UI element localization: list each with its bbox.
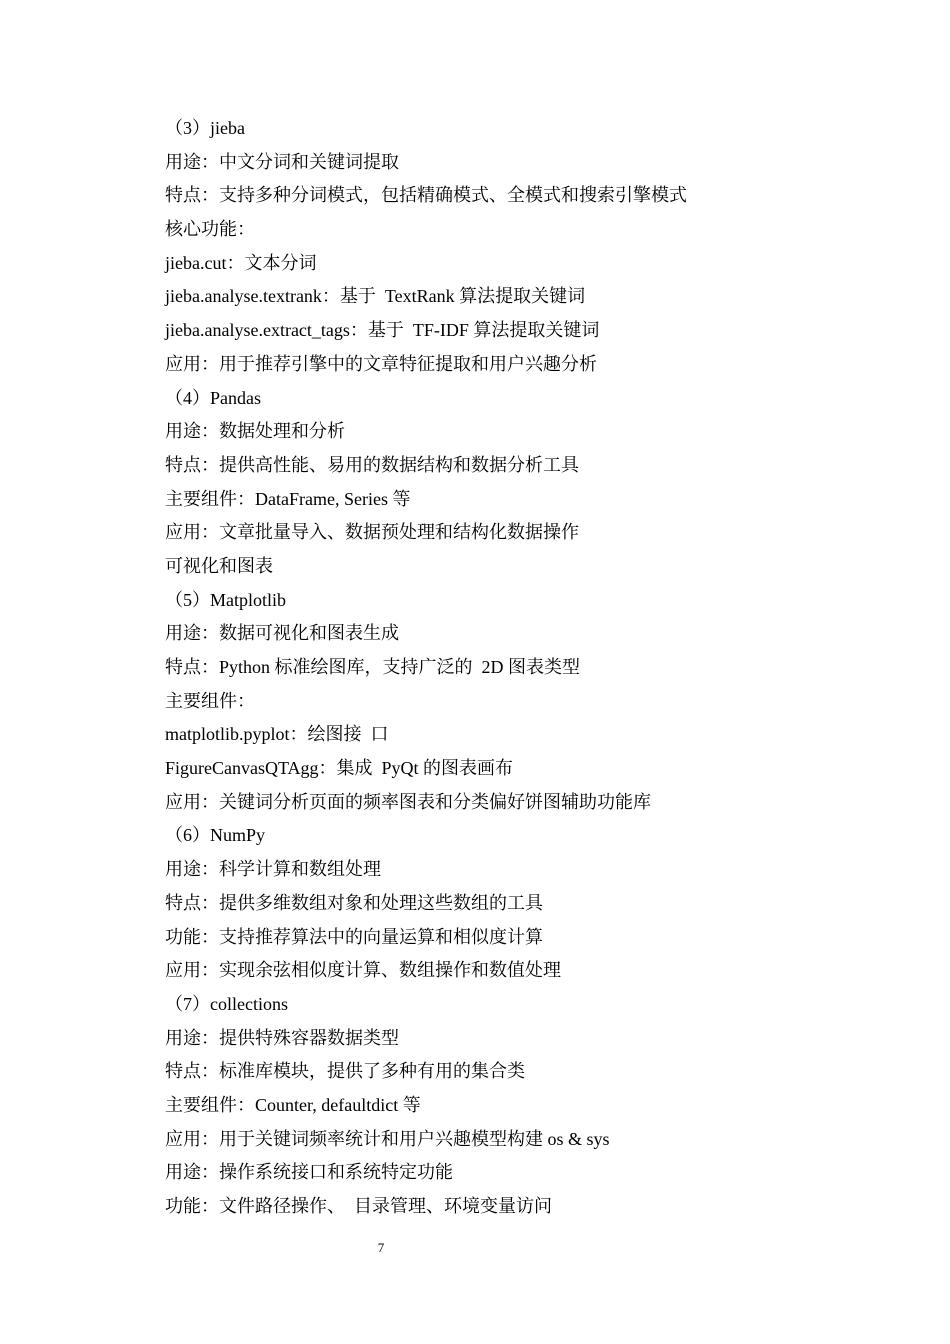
section-heading-numpy: （6）NumPy bbox=[165, 825, 266, 846]
text-line: 特点：支持多种分词模式，包括精确模式、全模式和搜索引擎模式 bbox=[165, 185, 687, 206]
section-heading-matplotlib: （5）Matplotlib bbox=[165, 589, 286, 610]
text-line: 用途：提供特殊容器数据类型 bbox=[165, 1027, 399, 1048]
text-line: 核心功能： bbox=[165, 219, 255, 240]
text-line: 特点：提供多维数组对象和处理这些数组的工具 bbox=[165, 892, 543, 913]
text-line: 用途：数据处理和分析 bbox=[165, 421, 345, 442]
section-heading-jieba: （3）jieba bbox=[165, 118, 245, 138]
text-line: 应用：实现余弦相似度计算、数组操作和数值处理 bbox=[165, 960, 561, 981]
section-heading-pandas: （4）Pandas bbox=[165, 387, 261, 408]
text-line: 可视化和图表 bbox=[165, 555, 273, 576]
text-line: 主要组件：Counter, defaultdict 等 bbox=[165, 1094, 421, 1115]
text-line: 应用：文章批量导入、数据预处理和结构化数据操作 bbox=[165, 522, 579, 543]
page-number: 7 bbox=[377, 1240, 385, 1255]
text-line: 特点：标准库模块，提供了多种有用的集合类 bbox=[165, 1061, 525, 1082]
text-line: 用途：科学计算和数组处理 bbox=[165, 859, 381, 880]
text-line: 特点：Python 标准绘图库，支持广泛的 2D 图表类型 bbox=[165, 657, 581, 677]
text-line: 功能：文件路径操作、 目录管理、环境变量访问 bbox=[165, 1196, 552, 1216]
text-line: 主要组件：DataFrame, Series 等 bbox=[165, 488, 411, 509]
text-line: jieba.analyse.textrank：基于 TextRank 算法提取关键词 bbox=[165, 286, 586, 307]
text-line: jieba.analyse.extract_tags：基于 TF-IDF 算法提取关键词 bbox=[165, 320, 600, 341]
text-line: jieba.cut：文本分词 bbox=[165, 252, 317, 273]
text-line: 应用：关键词分析页面的频率图表和分类偏好饼图辅助功能库 bbox=[165, 791, 651, 812]
document-body bbox=[165, 112, 865, 1224]
text-line: 用途：操作系统接口和系统特定功能 bbox=[165, 1162, 453, 1183]
text-line: FigureCanvasQTAgg：集成 PyQt 的图表画布 bbox=[165, 758, 514, 779]
text-line: 特点：提供高性能、易用的数据结构和数据分析工具 bbox=[165, 454, 579, 475]
section-heading-collections: （7）collections bbox=[165, 993, 288, 1014]
text-line: 应用：用于关键词频率统计和用户兴趣模型构建 os & sys bbox=[165, 1128, 610, 1149]
text-line: 用途：中文分词和关键词提取 bbox=[165, 151, 399, 172]
text-line: 主要组件： bbox=[165, 690, 255, 711]
text-line: matplotlib.pyplot：绘图接 口 bbox=[165, 724, 389, 745]
text-line: 用途：数据可视化和图表生成 bbox=[165, 623, 399, 644]
text-line: 功能：支持推荐算法中的向量运算和相似度计算 bbox=[165, 926, 543, 947]
text-line: 应用：用于推荐引擎中的文章特征提取和用户兴趣分析 bbox=[165, 353, 597, 374]
